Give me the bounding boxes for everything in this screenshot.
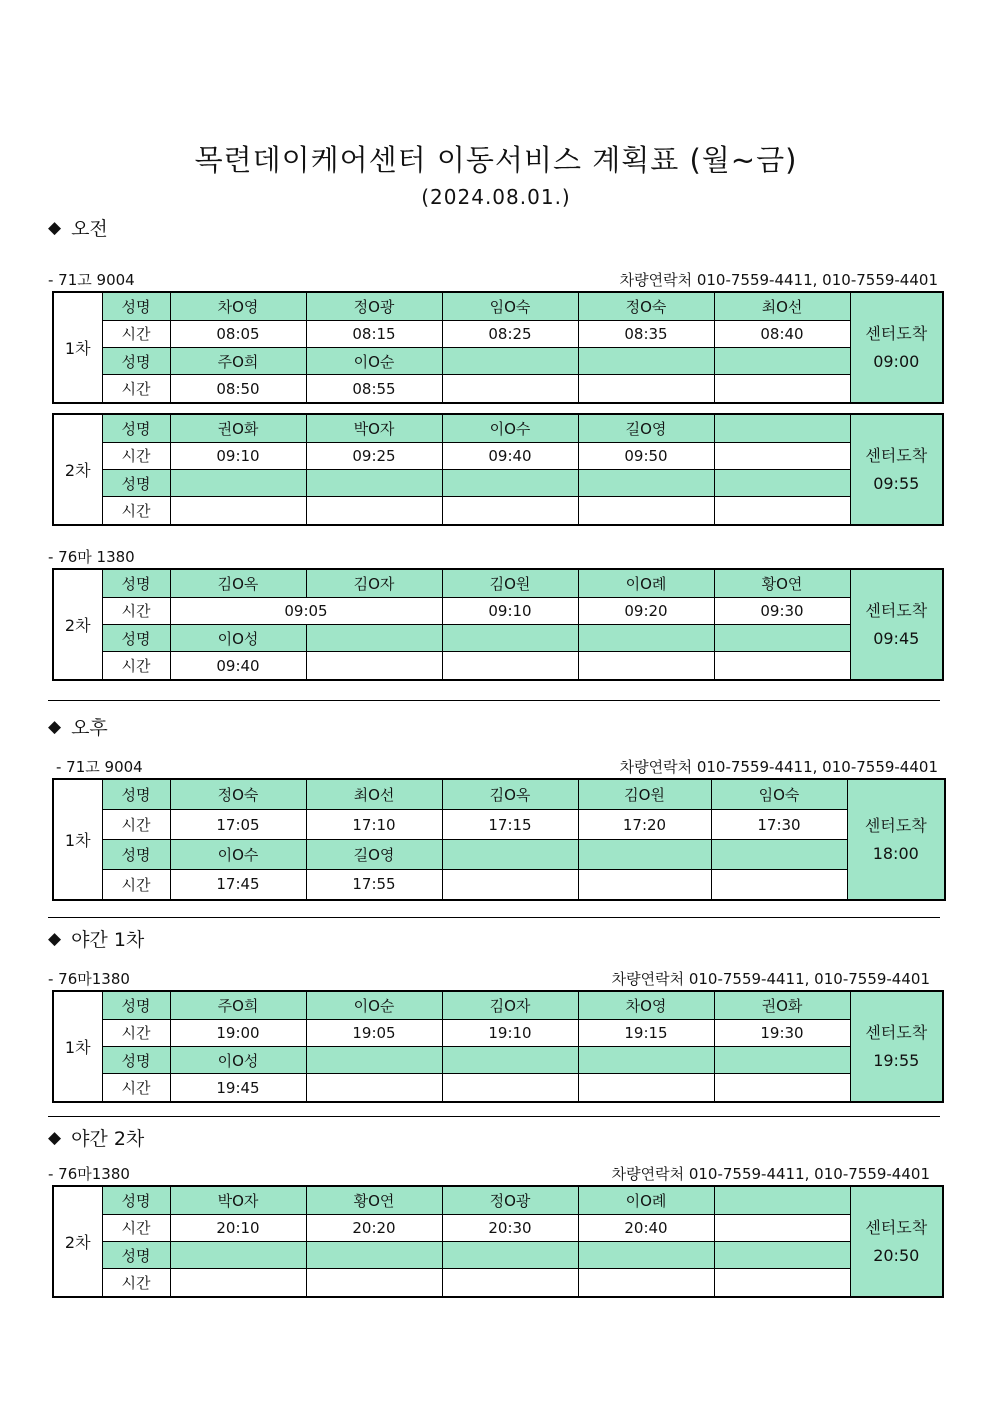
name-cell [170, 469, 306, 496]
time-cell [442, 1074, 578, 1102]
time-cell: 17:55 [306, 869, 442, 900]
time-cell [170, 497, 306, 525]
time-cell [714, 1269, 850, 1297]
section-divider [48, 917, 940, 918]
name-cell [442, 624, 578, 651]
page-title: 목련데이케어센터 이동서비스 계획표 (월~금) [194, 143, 798, 177]
time-row-label: 시간 [102, 1074, 170, 1102]
section-divider [48, 1116, 940, 1117]
time-cell: 19:00 [170, 1019, 306, 1046]
time-cell [442, 869, 578, 900]
arrival-label: 센터도착 [865, 1217, 928, 1237]
name-cell [711, 839, 847, 869]
name-cell [306, 1046, 442, 1073]
diamond-bullet-icon: ◆ [48, 716, 62, 737]
arrival-cell [847, 779, 945, 900]
time-cell: 08:35 [578, 320, 714, 347]
time-cell: 17:20 [578, 810, 711, 840]
time-row-label: 시간 [102, 497, 170, 525]
schedule-table [52, 413, 944, 526]
time-cell [714, 1074, 850, 1102]
time-cell [306, 1074, 442, 1102]
name-cell: 박O자 [170, 1186, 306, 1214]
name-cell: 황O연 [714, 569, 850, 597]
vehicle-contact: 차량연락처 010-7559-4411, 010-7559-4401 [611, 1165, 930, 1183]
time-cell [714, 497, 850, 525]
time-cell [442, 375, 578, 403]
name-cell [578, 839, 711, 869]
name-cell [714, 1241, 850, 1268]
name-cell [306, 469, 442, 496]
diamond-bullet-icon: ◆ [48, 928, 62, 949]
time-cell [170, 1269, 306, 1297]
time-cell: 19:10 [442, 1019, 578, 1046]
name-cell [714, 469, 850, 496]
time-cell: 17:05 [170, 810, 306, 840]
name-cell [714, 1186, 850, 1214]
name-row-label: 성명 [102, 414, 170, 442]
name-cell [170, 1241, 306, 1268]
time-cell [578, 375, 714, 403]
section-heading: 야간 2차 [71, 1128, 145, 1150]
arrival-time: 09:45 [873, 628, 920, 648]
time-cell: 09:25 [306, 442, 442, 469]
arrival-label: 센터도착 [865, 445, 928, 465]
arrival-cell [850, 991, 943, 1102]
time-cell: 09:50 [578, 442, 714, 469]
time-cell: 08:55 [306, 375, 442, 403]
time-cell: 20:40 [578, 1214, 714, 1241]
time-cell [442, 497, 578, 525]
time-row-label: 시간 [102, 442, 170, 469]
time-cell [714, 652, 850, 680]
time-cell [442, 1269, 578, 1297]
name-cell: 김O자 [442, 991, 578, 1019]
name-cell: 이O순 [306, 347, 442, 374]
time-cell: 09:40 [442, 442, 578, 469]
time-cell [714, 375, 850, 403]
arrival-time: 09:00 [873, 351, 920, 371]
name-cell: 김O옥 [170, 569, 306, 597]
name-cell: 김O원 [578, 779, 711, 810]
schedule-table [52, 291, 944, 404]
time-cell [578, 652, 714, 680]
time-cell: 08:50 [170, 375, 306, 403]
arrival-time: 18:00 [872, 843, 919, 863]
schedule-table [52, 568, 944, 681]
time-cell: 17:45 [170, 869, 306, 900]
vehicle-contact: 차량연락처 010-7559-4411, 010-7559-4401 [619, 271, 938, 289]
name-cell: 이O례 [578, 1186, 714, 1214]
name-cell [306, 1241, 442, 1268]
arrival-label: 센터도착 [864, 815, 927, 835]
time-cell [306, 497, 442, 525]
name-cell [442, 469, 578, 496]
time-cell [578, 869, 711, 900]
arrival-cell [850, 1186, 943, 1297]
name-cell [578, 1241, 714, 1268]
name-cell [714, 347, 850, 374]
vehicle-label: - 76마 1380 [48, 548, 135, 566]
name-cell: 최O선 [306, 779, 442, 810]
vehicle-contact: 차량연락처 010-7559-4411, 010-7559-4401 [611, 970, 930, 988]
section-morning [48, 214, 108, 241]
name-cell: 차O영 [578, 991, 714, 1019]
schedule-table [52, 1185, 944, 1298]
arrival-time: 20:50 [873, 1245, 920, 1265]
arrival-label: 센터도착 [865, 1022, 928, 1042]
name-cell [714, 624, 850, 651]
round-label: 2차 [53, 414, 102, 525]
name-row-label: 성명 [102, 1046, 170, 1073]
name-cell: 박O자 [306, 414, 442, 442]
time-cell: 17:15 [442, 810, 578, 840]
name-row-label: 성명 [102, 347, 170, 374]
time-cell-merged: 09:05 [170, 597, 442, 624]
time-cell: 20:30 [442, 1214, 578, 1241]
name-cell: 정O광 [442, 1186, 578, 1214]
time-cell: 19:15 [578, 1019, 714, 1046]
name-cell: 권O화 [714, 991, 850, 1019]
schedule-table [52, 778, 946, 901]
round-label: 1차 [53, 779, 102, 900]
name-cell: 이O순 [306, 991, 442, 1019]
name-row-label: 성명 [102, 991, 170, 1019]
vehicle-label: - 76마1380 [48, 1165, 130, 1183]
name-row-label: 성명 [102, 1186, 170, 1214]
time-row-label: 시간 [102, 869, 170, 900]
page-date: (2024.08.01.) [421, 185, 571, 209]
arrival-time: 19:55 [873, 1050, 920, 1070]
time-cell: 19:30 [714, 1019, 850, 1046]
name-cell [442, 839, 578, 869]
time-cell: 09:20 [578, 597, 714, 624]
arrival-cell [850, 569, 943, 680]
name-row-label: 성명 [102, 292, 170, 320]
name-cell [578, 624, 714, 651]
time-row-label: 시간 [102, 652, 170, 680]
name-cell: 임O숙 [442, 292, 578, 320]
schedule-table [52, 990, 944, 1103]
round-label: 1차 [53, 991, 102, 1102]
time-cell: 20:20 [306, 1214, 442, 1241]
time-cell: 09:40 [170, 652, 306, 680]
name-cell [578, 469, 714, 496]
time-cell [711, 869, 847, 900]
name-row-label: 성명 [102, 569, 170, 597]
arrival-label: 센터도착 [865, 600, 928, 620]
name-row-label: 성명 [102, 839, 170, 869]
name-cell: 정O광 [306, 292, 442, 320]
time-cell: 09:10 [442, 597, 578, 624]
name-cell: 최O선 [714, 292, 850, 320]
name-cell: 이O성 [170, 1046, 306, 1073]
name-cell: 길O영 [306, 839, 442, 869]
name-cell: 정O숙 [578, 292, 714, 320]
name-row-label: 성명 [102, 624, 170, 651]
time-row-label: 시간 [102, 1214, 170, 1241]
name-cell [714, 414, 850, 442]
name-cell [442, 347, 578, 374]
arrival-cell [850, 414, 943, 525]
time-row-label: 시간 [102, 1269, 170, 1297]
name-cell: 김O옥 [442, 779, 578, 810]
arrival-cell [850, 292, 943, 403]
time-cell [442, 652, 578, 680]
name-cell [578, 1046, 714, 1073]
time-cell: 17:10 [306, 810, 442, 840]
name-cell: 주O희 [170, 347, 306, 374]
vehicle-label: - 76마1380 [48, 970, 130, 988]
section-night-2 [48, 1124, 144, 1151]
name-cell: 황O연 [306, 1186, 442, 1214]
time-cell [714, 1214, 850, 1241]
name-cell: 길O영 [578, 414, 714, 442]
time-cell [306, 1269, 442, 1297]
arrival-label: 센터도착 [865, 323, 928, 343]
name-cell [714, 1046, 850, 1073]
name-cell: 김O자 [306, 569, 442, 597]
section-heading: 야간 1차 [71, 929, 145, 951]
round-label: 2차 [53, 1186, 102, 1297]
name-cell: 차O영 [170, 292, 306, 320]
diamond-bullet-icon: ◆ [48, 1127, 62, 1148]
time-cell: 08:15 [306, 320, 442, 347]
name-row-label: 성명 [102, 1241, 170, 1268]
name-row-label: 성명 [102, 779, 170, 810]
time-cell: 08:05 [170, 320, 306, 347]
name-cell [442, 1046, 578, 1073]
time-row-label: 시간 [102, 810, 170, 840]
time-row-label: 시간 [102, 320, 170, 347]
time-row-label: 시간 [102, 1019, 170, 1046]
name-row-label: 성명 [102, 469, 170, 496]
section-afternoon [48, 713, 108, 740]
vehicle-label: - 71고 9004 [56, 758, 143, 776]
name-cell: 주O희 [170, 991, 306, 1019]
time-cell: 17:30 [711, 810, 847, 840]
time-cell [714, 442, 850, 469]
time-cell: 19:05 [306, 1019, 442, 1046]
section-divider [48, 700, 940, 701]
time-row-label: 시간 [102, 597, 170, 624]
name-cell: 권O화 [170, 414, 306, 442]
diamond-bullet-icon: ◆ [48, 217, 62, 238]
name-cell: 임O숙 [711, 779, 847, 810]
section-heading: 오전 [71, 218, 108, 240]
round-label: 1차 [53, 292, 102, 403]
time-cell [578, 497, 714, 525]
section-heading: 오후 [71, 717, 108, 739]
section-night-1 [48, 925, 144, 952]
name-cell: 이O례 [578, 569, 714, 597]
time-cell [306, 652, 442, 680]
arrival-time: 09:55 [873, 473, 920, 493]
time-cell [578, 1269, 714, 1297]
vehicle-contact: 차량연락처 010-7559-4411, 010-7559-4401 [619, 758, 938, 776]
name-cell: 김O원 [442, 569, 578, 597]
name-cell: 정O숙 [170, 779, 306, 810]
time-row-label: 시간 [102, 375, 170, 403]
name-cell [306, 624, 442, 651]
name-cell: 이O성 [170, 624, 306, 651]
vehicle-label: - 71고 9004 [48, 271, 135, 289]
name-cell: 이O수 [170, 839, 306, 869]
time-cell: 20:10 [170, 1214, 306, 1241]
name-cell [442, 1241, 578, 1268]
time-cell [578, 1074, 714, 1102]
name-cell: 이O수 [442, 414, 578, 442]
time-cell: 08:25 [442, 320, 578, 347]
time-cell: 08:40 [714, 320, 850, 347]
round-label: 2차 [53, 569, 102, 680]
name-cell [578, 347, 714, 374]
time-cell: 09:10 [170, 442, 306, 469]
time-cell: 09:30 [714, 597, 850, 624]
time-cell: 19:45 [170, 1074, 306, 1102]
